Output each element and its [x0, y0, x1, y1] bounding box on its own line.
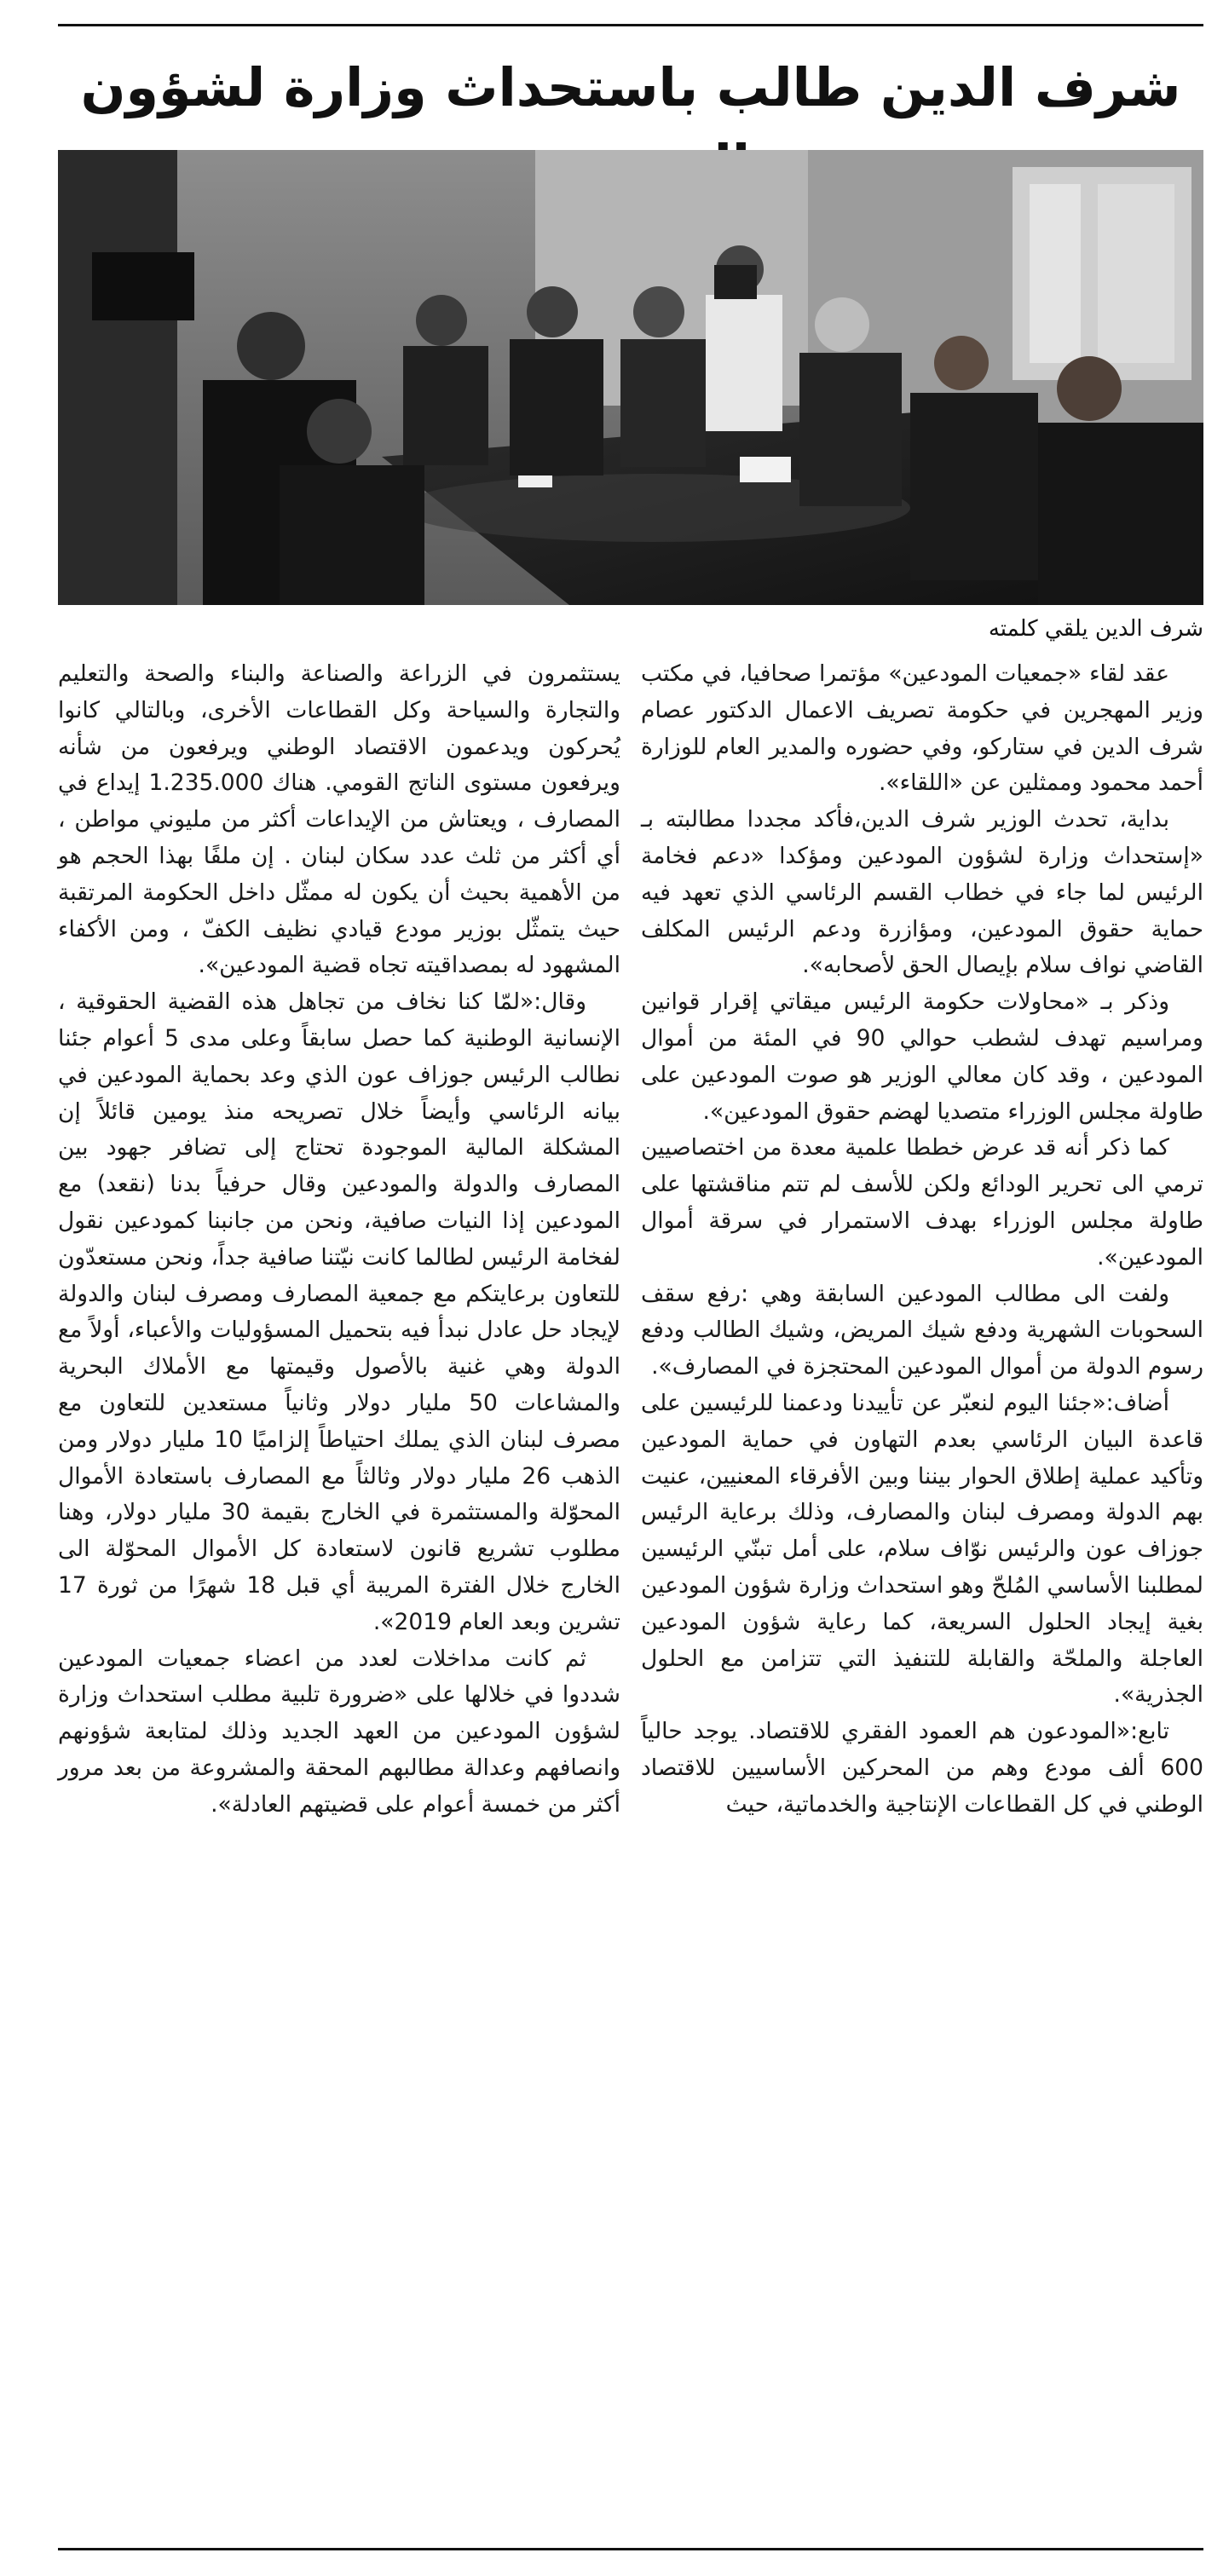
article-headline: شرف الدين طالب باستحداث وزارة لشؤون: [80, 56, 1181, 118]
top-rule: [58, 24, 1203, 26]
paragraph: أضاف:«جئنا اليوم لنعبّر عن تأييدنا ودعمنا للرئيسين على قاعدة البيان الرئاسي بعدم التهاون في حماية المودعين وتأكيد عملية إطلاق الحوار بيننا وبين الأفرقاء المعنيين، عنيت بهم الدولة ومصرف لبنان والمصارف، وذلك برعاية الرئيس جوزاف عون والرئيس نوّاف سلام، على أمل تبنّي الرئيسين لمطلبنا الأساسي المُلحّ وهو استحداث وزارة شؤون المودعين بغية إيجاد الحلول السريعة، كما رعاية شؤون المودعين العاجلة والملحّة والقابلة للتنفيذ التي تتزامن مع الحلول الجذرية».: [641, 1389, 1203, 1709]
paragraph: ولفت الى مطالب المودعين السابقة وهي :رفع سقف السحوبات الشهرية ودفع شيك المريض، وشيك الطالب ودفع رسوم الدولة من أموال المودعين المحتجزة في المصارف».: [641, 1280, 1203, 1380]
paragraph: وذكر بـ «محاولات حكومة الرئيس ميقاتي إقرار قوانين ومراسيم تهدف لشطب حوالي 90 في المئة من أموال المودعين ، وقد كان معالي الوزير هو صوت المودعين على طاولة مجلس الوزراء متصديا لهضم حقوق المودعين».: [641, 988, 1203, 1125]
article-column-right: [641, 656, 1203, 1824]
article-photo: [58, 150, 1203, 605]
paragraph: كما ذكر أنه قد عرض خططا علمية معدة من اختصاصيين ترمي الى تحرير الودائع ولكن للأسف لم تتم مناقشتها على طاولة مجلس الوزراء بهدف الاستمرار في سرقة أموال المودعين».: [641, 1134, 1203, 1271]
bottom-rule: [58, 2548, 1203, 2550]
paragraph: عقد لقاء «جمعيات المودعين» مؤتمرا صحافيا، في مكتب وزير المهجرين في حكومة تصريف الاعمال الدكتور عصام شرف الدين في ستاركو، وفي حضوره والمدير العام للوزارة أحمد محمود وممثلين عن «اللقاء».: [641, 660, 1203, 797]
paragraph: يستثمرون في الزراعة والصناعة والبناء والصحة والتعليم والتجارة والسياحة وكل القطاعات الأخرى، وبالتالي كانوا يُحركون ويدعمون الاقتصاد الوطني ويرفعون من شأنه ويرفعون مستوى الناتج القومي. هناك 1.235.000 إيداع في المصارف ، ويعتاش من الإيداعات أكثر من مليوني مواطن ، أي أكثر من ثلث عدد سكان لبنان . إن ملفًا بهذا الحجم هو من الأهمية بحيث أن يكون له ممثّل داخل الحكومة المرتقبة حيث يتمثّل بوزير مودع قيادي نظيف الكفّ ، ومن الأكفاء المشهود له بمصداقيته تجاه قضية المودعين».: [58, 660, 620, 979]
article-column-left: [58, 656, 620, 1824]
paragraph: وقال:«لمّا كنا نخاف من تجاهل هذه القضية الحقوقية ، الإنسانية الوطنية كما حصل سابقاً وعلى مدى 5 أعوام جئنا نطالب الرئيس جوزاف عون الذي وعد بحماية المودعين في بيانه الرئاسي وأيضاً خلال تصريحه منذ يومين قائلاً إن المشكلة المالية الموجودة تحتاج إلى تضافر جهود بين المصارف والدولة والمودعين وقال حرفياً بدنا (نقعد) مع المودعين إذا النيات صافية، ونحن من جانبنا كمودعين نقول لفخامة الرئيس لطالما كانت نيّتنا صافية جداً، ونحن مستعدّون للتعاون برعايتكم مع جمعية المصارف ومصرف لبنان والدولة لإيجاد حل عادل نبدأ فيه بتحميل المسؤوليات والأعباء، أولاً مع الدولة وهي غنية بالأصول وقيمتها مع الأملاك البحرية والمشاعات 50 مليار دولار وثانياً مستعدين للتعاون مع مصرف لبنان الذي يملك احتياطاً إلزاميًا 10 مليار دولار ومن الذهب 26 مليار دولار وثالثاً مع المصارف باستعادة الأموال المحوّلة والمستثمرة في الخارج بقيمة 30 مليار دولار، وهنا مطلوب تشريع قانون لاستعادة كل الأموال المحوّلة الى الخارج خلال الفترة المريبة أي قبل 18 شهرًا من ثورة 17 تشرين وبعد العام 2019».: [58, 988, 621, 1635]
press-conference-photo: [58, 150, 1203, 605]
paragraph: بداية، تحدث الوزير شرف الدين،فأكد مجددا مطالبته بـ «إستحداث وزارة لشؤون المودعين ومؤكدا «دعم فخامة الرئيس لما جاء في خطاب القسم الرئاسي الذي تعهد فيه حماية حقوق المودعين، ومؤازرة ودعم الرئيس المكلف القاضي نواف سلام بإيصال الحق لأصحابه».: [641, 806, 1203, 979]
photo-caption: شرف الدين يلقي كلمته: [988, 616, 1203, 642]
paragraph: تابع:«المودعون هم العمود الفقري للاقتصاد. يوجد حالياً 600 ألف مودع وهم من المحركين الأساسيين للاقتصاد الوطني في كل القطاعات الإنتاجية والخدماتية، حيث: [641, 1718, 1203, 1818]
paragraph: ثم كانت مداخلات لعدد من اعضاء جمعيات المودعين شددوا في خلالها على «ضرورة تلبية مطلب استحداث وزارة لشؤون المودعين من العهد الجديد وذلك لمتابعة شؤونهم وانصافهم وعدالة مطالبهم المحقة والمشروعة من بعد مرور أكثر من خمسة أعوام على قضيتهم العادلة».: [58, 1645, 620, 1818]
